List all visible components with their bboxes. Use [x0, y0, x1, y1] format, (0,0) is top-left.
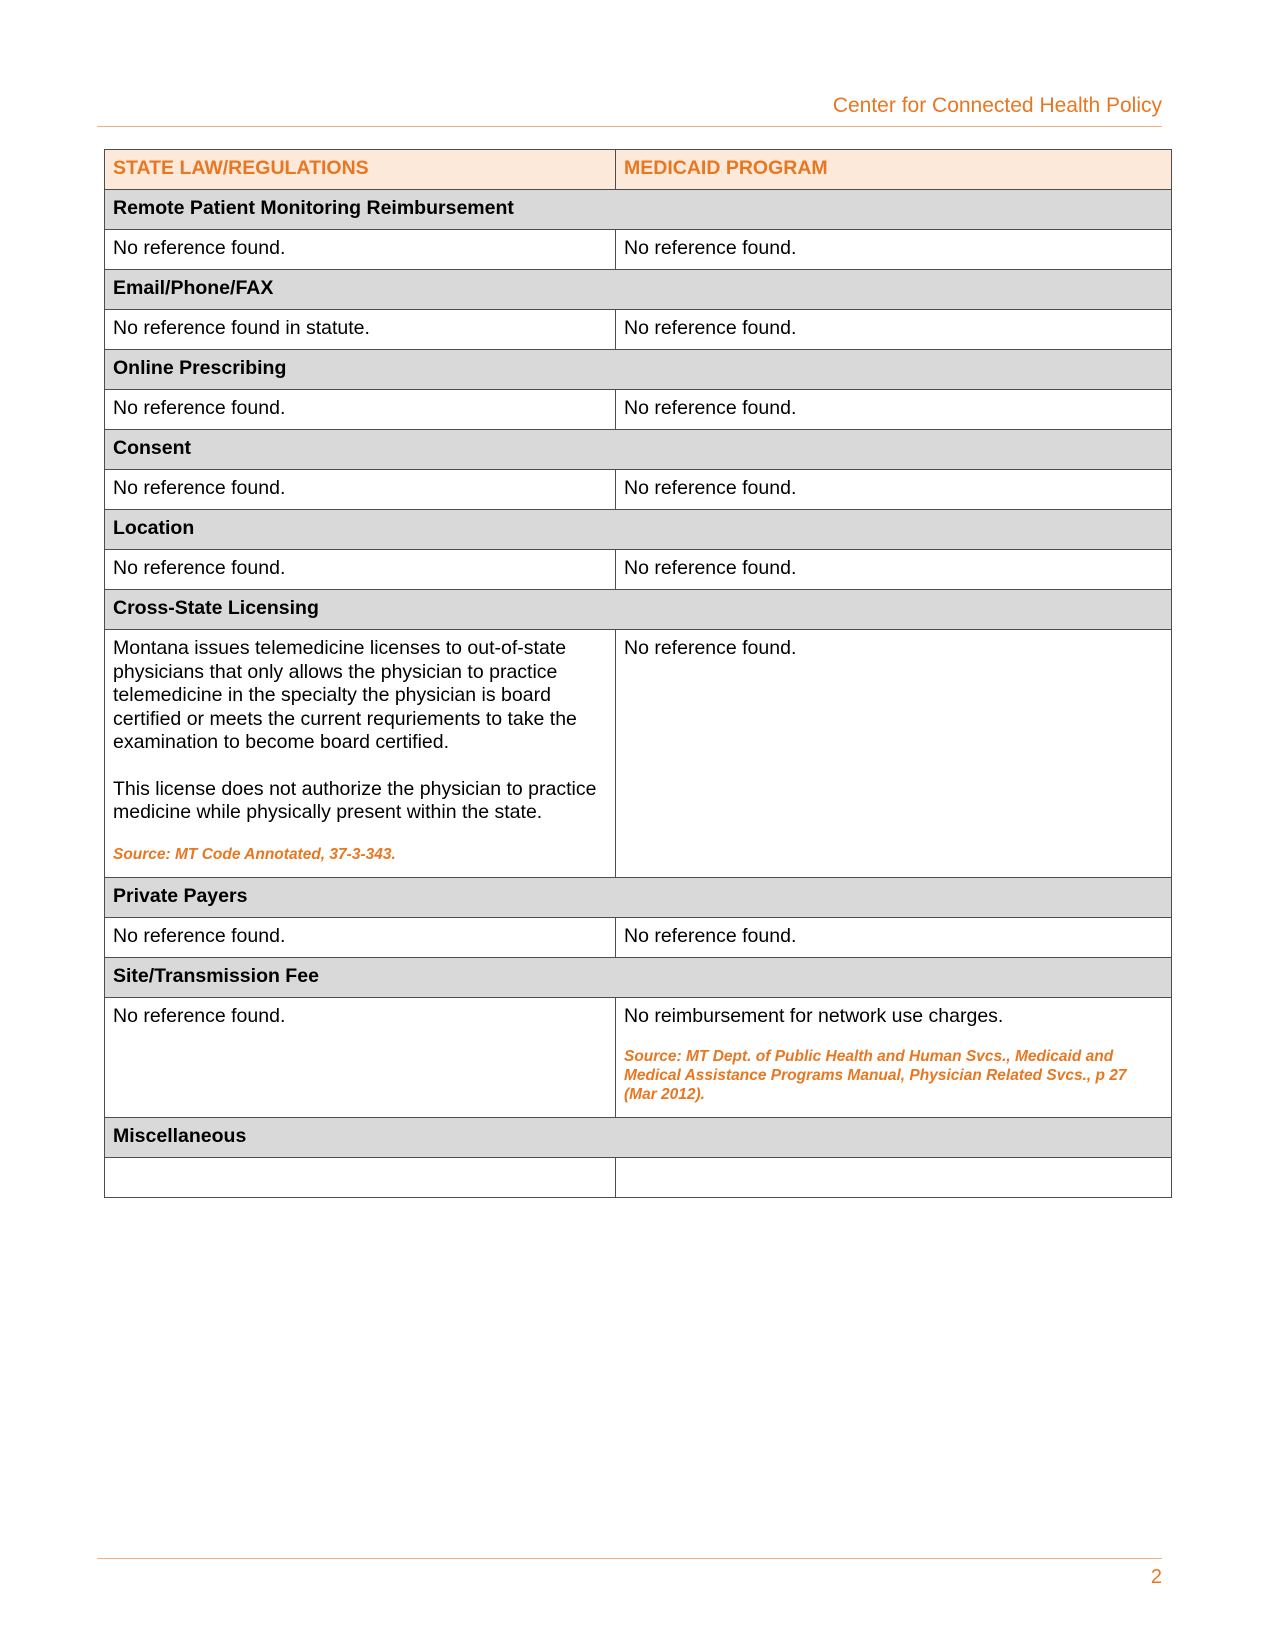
policy-table	[104, 149, 1172, 1198]
medicaid-text: No reimbursement for network use charges.	[624, 1005, 1004, 1027]
section-header	[105, 190, 1172, 230]
medicaid-cell: No reference found.	[616, 550, 1172, 590]
state-cell: No reference found.	[105, 998, 616, 1118]
state-paragraph: Montana issues telemedicine licenses to out-of-state physicians that only allows the physician to practice telemedicine in the specialty the physician is board certified or meets the current requriements to take the examination to become board certified.	[113, 637, 577, 753]
state-cell	[105, 630, 616, 878]
header-divider	[97, 126, 1162, 127]
header-organization: Center for Connected Health Policy	[832, 94, 1162, 117]
source-citation: Source: MT Dept. of Public Health and Human Svcs., Medicaid and Medical Assistance Programs Manual, Physician Related Svcs., p 27 (Mar 2012).	[624, 1047, 1127, 1103]
medicaid-cell	[616, 998, 1172, 1118]
medicaid-cell: No reference found.	[616, 390, 1172, 430]
section-title: Online Prescribing	[105, 350, 1172, 390]
section-header	[105, 430, 1172, 470]
section-title: Location	[105, 510, 1172, 550]
state-cell: No reference found.	[105, 230, 616, 270]
table-row	[105, 470, 1172, 510]
page-number: 2	[1150, 1566, 1162, 1588]
medicaid-cell: No reference found.	[616, 230, 1172, 270]
table-row	[105, 550, 1172, 590]
medicaid-cell	[616, 1158, 1172, 1198]
section-title: Cross-State Licensing	[105, 590, 1172, 630]
table-header-row	[105, 150, 1172, 190]
footer-divider	[97, 1558, 1162, 1559]
state-cell: No reference found.	[105, 550, 616, 590]
state-cell	[105, 1158, 616, 1198]
section-title: Remote Patient Monitoring Reimbursement	[105, 190, 1172, 230]
section-header	[105, 270, 1172, 310]
medicaid-cell: No reference found.	[616, 470, 1172, 510]
table-row	[105, 998, 1172, 1118]
table-row	[105, 918, 1172, 958]
table-row	[105, 1158, 1172, 1198]
section-title: Site/Transmission Fee	[105, 958, 1172, 998]
medicaid-cell: No reference found.	[616, 630, 1172, 878]
medicaid-cell: No reference found.	[616, 310, 1172, 350]
section-header	[105, 590, 1172, 630]
table-row	[105, 630, 1172, 878]
state-paragraph: This license does not authorize the physician to practice medicine while physically present within the state.	[113, 777, 597, 823]
table-row	[105, 310, 1172, 350]
table-row	[105, 390, 1172, 430]
section-header	[105, 350, 1172, 390]
section-title: Email/Phone/FAX	[105, 270, 1172, 310]
section-title: Miscellaneous	[105, 1118, 1172, 1158]
source-citation: Source: MT Code Annotated, 37-3-343.	[113, 845, 396, 863]
column-header-medicaid: MEDICAID PROGRAM	[616, 150, 1172, 190]
table-row	[105, 230, 1172, 270]
section-header	[105, 1118, 1172, 1158]
section-title: Consent	[105, 430, 1172, 470]
state-cell: No reference found.	[105, 470, 616, 510]
section-header	[105, 878, 1172, 918]
state-cell: No reference found in statute.	[105, 310, 616, 350]
section-header	[105, 510, 1172, 550]
section-header	[105, 958, 1172, 998]
section-title: Private Payers	[105, 878, 1172, 918]
column-header-state: STATE LAW/REGULATIONS	[105, 150, 616, 190]
state-cell: No reference found.	[105, 390, 616, 430]
medicaid-cell: No reference found.	[616, 918, 1172, 958]
state-cell: No reference found.	[105, 918, 616, 958]
